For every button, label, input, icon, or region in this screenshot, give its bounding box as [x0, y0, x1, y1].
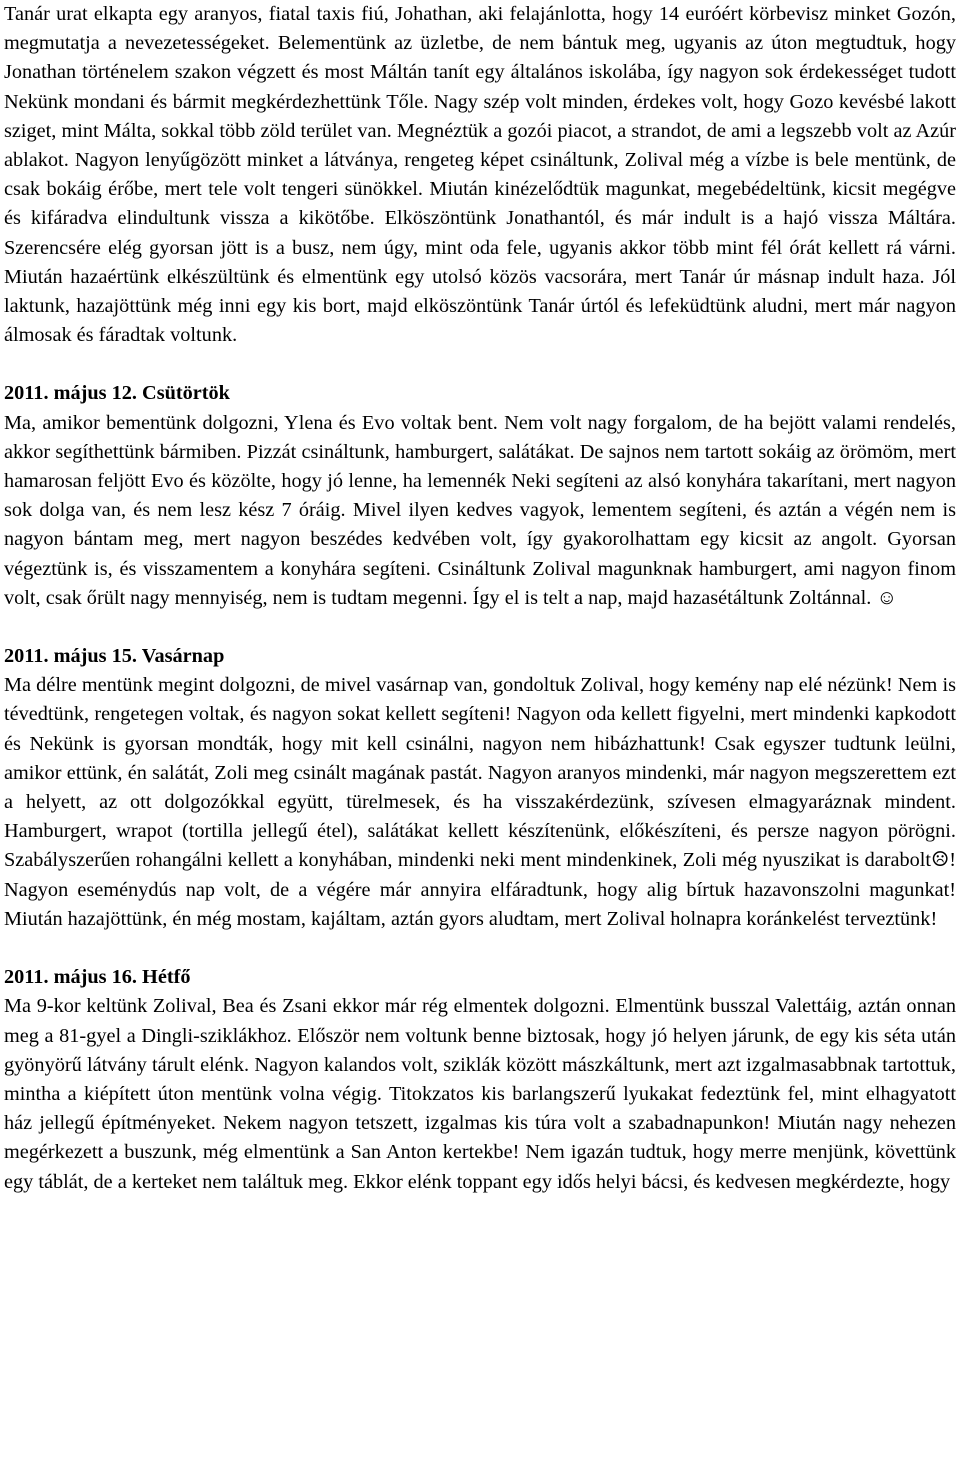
entry-weekday: Csütörtök — [142, 382, 230, 405]
entry-heading-may-15 — [4, 642, 956, 671]
entry-heading-may-12 — [4, 379, 956, 408]
entry-text-may-16: Ma 9-kor keltünk Zolival, Bea és Zsani ekkor már rég elmentek dolgozni. Elmentünk busszal Valettáig, aztán onnan meg a 81-gyel a Dingli-sziklákhoz. Először nem voltunk benne biztosak, hogy jó helyen járunk, de egy kis séta után gyönyörű látvány tárult elénk. Nagyon kalandos volt, sziklák között mászkáltunk, mert azt izgalmasabbnak tartottuk, mintha a kiépített úton mentünk volna végig. Titokzatos kis barlangszerű lyukakat fedeztünk fel, mint elhagyatott ház jellegű építményeket. Nekem nagyon tetszett, izgalmas kis túra volt a szabadnapunkon! Miután nagy nehezen megérkezett a buszunk, még elmentünk a San Anton kertekbe! Nem igazán tudtuk, hogy merre menjünk, követtünk egy táblát, de a kerteket nem találtuk meg. Ekkor elénk toppant egy idős helyi bácsi, és kedvesen megkérdezte, hogy — [4, 995, 956, 1193]
entry-date: 2011. május 15. — [4, 645, 137, 668]
entry-date: 2011. május 12. — [4, 382, 137, 405]
section-gap — [4, 934, 956, 963]
section-gap — [4, 350, 956, 379]
entry-text-may-15: Ma délre mentünk megint dolgozni, de mivel vasárnap van, gondoltuk Zolival, hogy kemény nap elé nézünk! Nem is tévedtünk, rengetegen voltak, és nagyon sokat kellett segíteni! Nagyon oda kellett figyelni, mert mindenki kapkodott és Nekünk is gyorsan mondták, hogy mit kell csinálni, nagyon nem hibázhattunk! Csak egyszer tudtunk leülni, amikor ettünk, én salátát, Zoli meg csinált magának pastát. Nagyon aranyos mindenki, már nagyon megszerettem ezt a helyett, az ott dolgozókkal együtt, türelmesek, és ha visszakérdezünk, szívesen elmagyaráznak mindent. Hamburgert, wrapot (tortilla jellegű étel), salátákat kellett készítenünk, előkészíteni, és persze nagyon pörögni. Szabályszerűen rohangálni kellett a konyhában, mindenki neki ment mindenkinek, Zoli még nyuszikat is darabolt☹! Nagyon eseménydús nap volt, de a végére már annyira elfáradtunk, hogy alig bírtuk hazavonszolni magunkat! Miután hazajöttünk, én még mostam, kajáltam, aztán gyors aludtam, mert Zolival holnapra koránkelést terveztünk! — [4, 674, 956, 930]
entry-weekday: Vasárnap — [141, 645, 225, 668]
section-gap — [4, 613, 956, 642]
intro-paragraph: Tanár urat elkapta egy aranyos, fiatal taxis fiú, Johathan, aki felajánlotta, hogy 14 euróért körbevisz minket Gozón, megmutatja a nevezetességeket. Belementünk az üzletbe, de nem bántuk meg, ugyanis az úton megtudtuk, hogy Jonathan történelem szakon végzett és most Máltán tanít egy általános iskolába, így nagyon sok érdekességet tudott Nekünk mondani és bármit megkérdezhettünk Tőle. Nagy szép volt minden, érdekes volt, hogy Gozo kevésbé lakott sziget, mint Málta, sokkal több zöld terület van. Megnéztük a gozói piacot, a strandot, de ami a legszebb volt az Azúr ablakot. Nagyon lenyűgözött minket a látványa, rengeteg képet csináltunk, Zolival még a vízbe is bele mentünk, de csak bokáig érőbe, mert tele volt tengeri sünökkel. Miután kinézelődtük magunkat, megebédeltünk, kicsit megégve és kifáradva elindultunk vissza a kikötőbe. Elköszöntünk Jonathantól, és már indult is a hajó vissza Máltára. Szerencsére elég gyorsan jött is a busz, nem úgy, mint oda fele, ugyanis akkor több mint fél órát kellett rá várni. Miután hazaértünk elkészültünk és elmentünk egy utolsó közös vacsorára, mert Tanár úr másnap indult haza. Jól laktunk, hazajöttünk még inni egy kis bort, majd elköszöntünk Tanár úrtól és lefeküdtünk aludni, mert már nagyon álmosak és fáradtak voltunk. — [4, 3, 956, 347]
document-page — [4, 0, 956, 1197]
entry-date: 2011. május 16. — [4, 966, 137, 989]
entry-text-may-12: Ma, amikor bementünk dolgozni, Ylena és Evo voltak bent. Nem volt nagy forgalom, de ha bejött valami rendelés, akkor segíthettünk bármiben. Pizzát csináltunk, hamburgert, salátákat. De sajnos nem tartott sokáig az örömöm, mert hamarosan feljött Evo és közölte, hogy jó lenne, ha lemennék Neki segíteni az alsó konyhára takarítani, mert nagyon sok dolga van, és nem lesz kész 7 óráig. Mivel ilyen kedves vagyok, lementem segíteni, és aztán a végén nem is nagyon bántam meg, mert nagyon beszédes kedvében volt, így gyakorolhattam egy kicsit az angolt. Gyorsan végeztünk is, és visszamentem a konyhára segíteni. Csináltunk Zolival magunknak hamburgert, ami nagyon finom volt, csak őrült nagy mennyiség, nem is tudtam megenni. Így el is telt a nap, majd hazasétáltunk Zoltánnal. ☺ — [4, 411, 956, 609]
entry-heading-may-16 — [4, 963, 956, 992]
entry-weekday: Hétfő — [142, 966, 191, 989]
